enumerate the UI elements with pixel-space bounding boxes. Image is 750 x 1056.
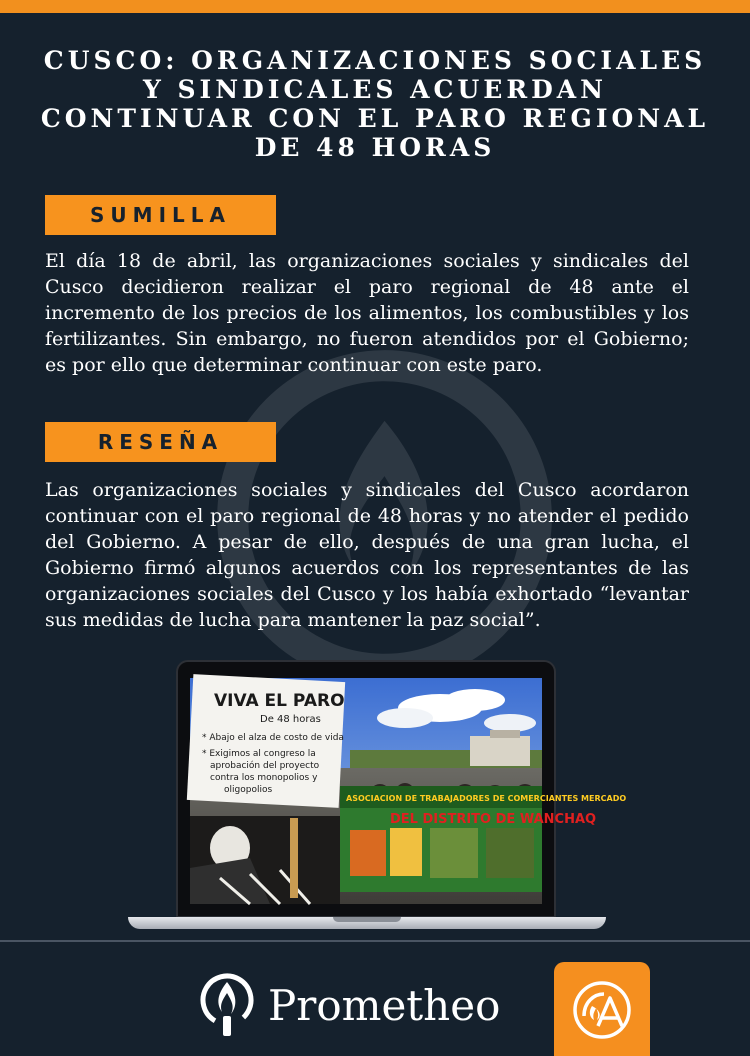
brand-badge	[554, 962, 650, 1056]
sumilla-text: El día 18 de abril, las organizaciones sociales y sindicales del Cusco decidieron realizar el paro regional de 48 ante el incremento de los precios de los alimentos, los combustibles y los fertilizantes. Sin embargo, no fueron atendidos por el Gobierno; es por ello que determinar continuar con este paro.	[45, 250, 689, 376]
svg-text:* Exigimos al congreso la: * Exigimos al congreso la	[202, 749, 316, 759]
svg-text:De 48 horas: De 48 horas	[260, 714, 321, 725]
svg-text:* Abajo el alza de costo de vi: * Abajo el alza de costo de vida	[202, 733, 344, 743]
page-title: CUSCO: ORGANIZACIONES SOCIALES Y SINDICALES ACUERDAN CONTINUAR CON EL PARO REGIONAL DE 48 HORAS	[40, 46, 710, 162]
top-accent-bar	[0, 0, 750, 13]
laptop-notch	[333, 917, 401, 922]
footer-divider	[0, 940, 750, 942]
prometheo-monogram-icon	[568, 976, 636, 1044]
sumilla-label: SUMILLA	[45, 195, 276, 235]
svg-text:aprobación del proyecto: aprobación del proyecto	[210, 761, 320, 771]
flame-torch-icon	[195, 972, 259, 1040]
resena-text: Las organizaciones sociales y sindicales del Cusco acordaron continuar con el paro regional de 48 horas y no atender el pedido del Gobierno. A pesar de ello, después de una gran lucha, el Gobierno firmó algunos acuerdos con los representantes de las organizaciones sociales del Cusco y los había exhortado “levantar sus medidas de lucha para mantener la paz social”.	[45, 479, 689, 631]
brand-name: Prometheo	[268, 981, 501, 1030]
laptop-mockup	[128, 660, 627, 932]
svg-text:contra los monopolios y: contra los monopolios y	[210, 773, 318, 783]
protest-photo	[190, 678, 627, 904]
svg-text:oligopolios: oligopolios	[224, 785, 273, 795]
svg-text:VIVA EL PARO: VIVA EL PARO	[214, 691, 345, 711]
laptop-screen	[176, 660, 627, 918]
svg-text:ASOCIACION DE TRABAJADORES DE: ASOCIACION DE TRABAJADORES DE COMERCIANTES MERCADO	[346, 794, 627, 803]
resena-label: RESEÑA	[45, 422, 276, 462]
svg-text:DEL DISTRITO DE WANCHAQ: DEL DISTRITO DE WANCHAQ	[390, 812, 597, 827]
